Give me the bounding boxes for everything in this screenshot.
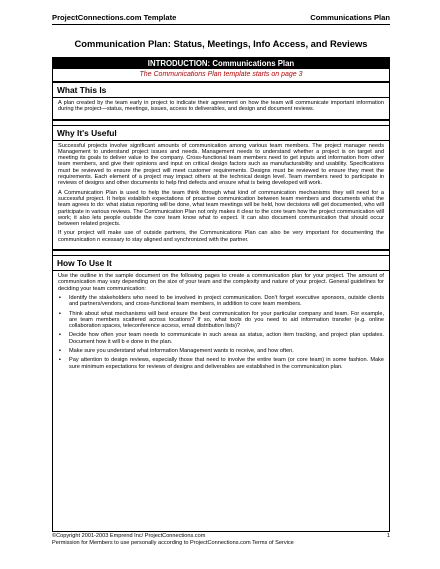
section-body-how: [53, 271, 389, 376]
page-footer: [52, 533, 390, 547]
list-item-text: Pay attention to design reviews, especially those that need to involve the entire team (or core team) in some fashion. Make sure minimum expectations for reviews of designs and deliverables are established in the communication plan.: [69, 357, 384, 370]
header-right: Communications Plan: [310, 13, 390, 22]
section-body-what: [53, 98, 389, 119]
bullet-icon: ▪: [59, 348, 61, 355]
paragraph: If your project will make use of outside partners, the Communications Plan can also be very important for documenting the communication n ecessary to stay aligned and synchronized with the partner.: [58, 230, 384, 243]
bullet-icon: ▪: [59, 357, 61, 364]
intro-banner: INTRODUCTION: Communications Plan: [53, 58, 389, 69]
list-item: [58, 357, 384, 370]
paragraph: A plan created by the team early in project to indicate their agreement on how the team will communicate important information during the project—status, meetings, issues, access to deliverables, and design and document reviews.: [58, 100, 384, 113]
bullet-icon: ▪: [59, 332, 61, 339]
content-frame: [52, 57, 390, 532]
list-item: [58, 332, 384, 345]
list-item-text: Identify the stakeholders who need to be involved in project communication. Don't forget executive sponsors, outside clients and partners/vendors, and cross-functional team members, in addition to core team members.: [69, 294, 384, 308]
page-number: 1: [386, 533, 390, 539]
list-item-text: Think about what mechanisms will best ensure the best communication for your particular company and team. For example, are team members scattered across locations? If so, what tools do you need to aid information transfer (e.g. online collaboration spaces, teleconference access, email distribution lists)?: [69, 310, 384, 330]
bullet-icon: ▪: [59, 294, 61, 301]
paragraph: A Communication Plan is used to help the team think through what kind of communication mechanisms they will need for a successful project. It helps establish expectations of proactive communication between team members and documents what the team agrees to do: what status reporting will be done, what team meetings will be held, how decisions will get documented, who will participate in various reviews. The Communication Plan not only makes it clear to the core team how the project communication will work; it also lets people outside the core team know what to expect. It can also document communication that should occur between related projects.: [58, 189, 384, 228]
guideline-list: [58, 295, 384, 370]
section-heading-what: What This Is: [53, 83, 389, 98]
list-item: [58, 311, 384, 330]
section-heading-how: How To Use It: [53, 255, 389, 271]
document-title: Communication Plan: Status, Meetings, Info Access, and Reviews: [74, 38, 368, 49]
list-item: [58, 295, 384, 308]
list-item-text: Make sure you understand what information Management wants to receive, and how often.: [69, 348, 294, 355]
footer-permission: Permission for Members to use personally according to ProjectConnections.com Terms of Service: [52, 540, 294, 546]
list-item-text: Decide how often your team needs to communicate in such areas as status, action item tracking, and project plan updates. Document how it will b e done in the plan.: [69, 332, 384, 345]
bullet-icon: ▪: [59, 310, 61, 317]
header-left: ProjectConnections.com Template: [52, 13, 177, 22]
paragraph: Successful projects involve significant amounts of communication among various team members. The project manager needs Management to understand project issues and needs. Management needs to understand whether a project is on target and meeting its goals to deliver value to the company. Cross-functional team members need to get inputs and information from other team members, and give their opinions and input on critical design factors such as manufacturability and usability. Specifications must be reviewed to ensure the project will meet customer requirements. Designs must be reviewed to ensure they meet the requirements. Each element of a project may impact others at the technical design level. Team members need to participate in reviews of designs and other documents to help find defects and ensure what is being developed will work.: [58, 142, 384, 187]
footer-copyright: ©Copyright 2001-2003 Emprend Inc/ ProjectConnections.com: [52, 533, 206, 539]
list-item: [58, 348, 384, 354]
intro-subtitle: The Communications Plan template starts on page 3: [53, 69, 389, 83]
paragraph: Use the outline in the sample document on the following pages to create a communication plan for your project. The amount of communication may vary depending on the size of your team and the complexity and nature of your project. General guidelines for deciding your team communication:: [58, 273, 384, 292]
page-header: [52, 13, 390, 25]
section-body-why: [53, 141, 389, 249]
section-heading-why: Why It's Useful: [53, 125, 389, 141]
